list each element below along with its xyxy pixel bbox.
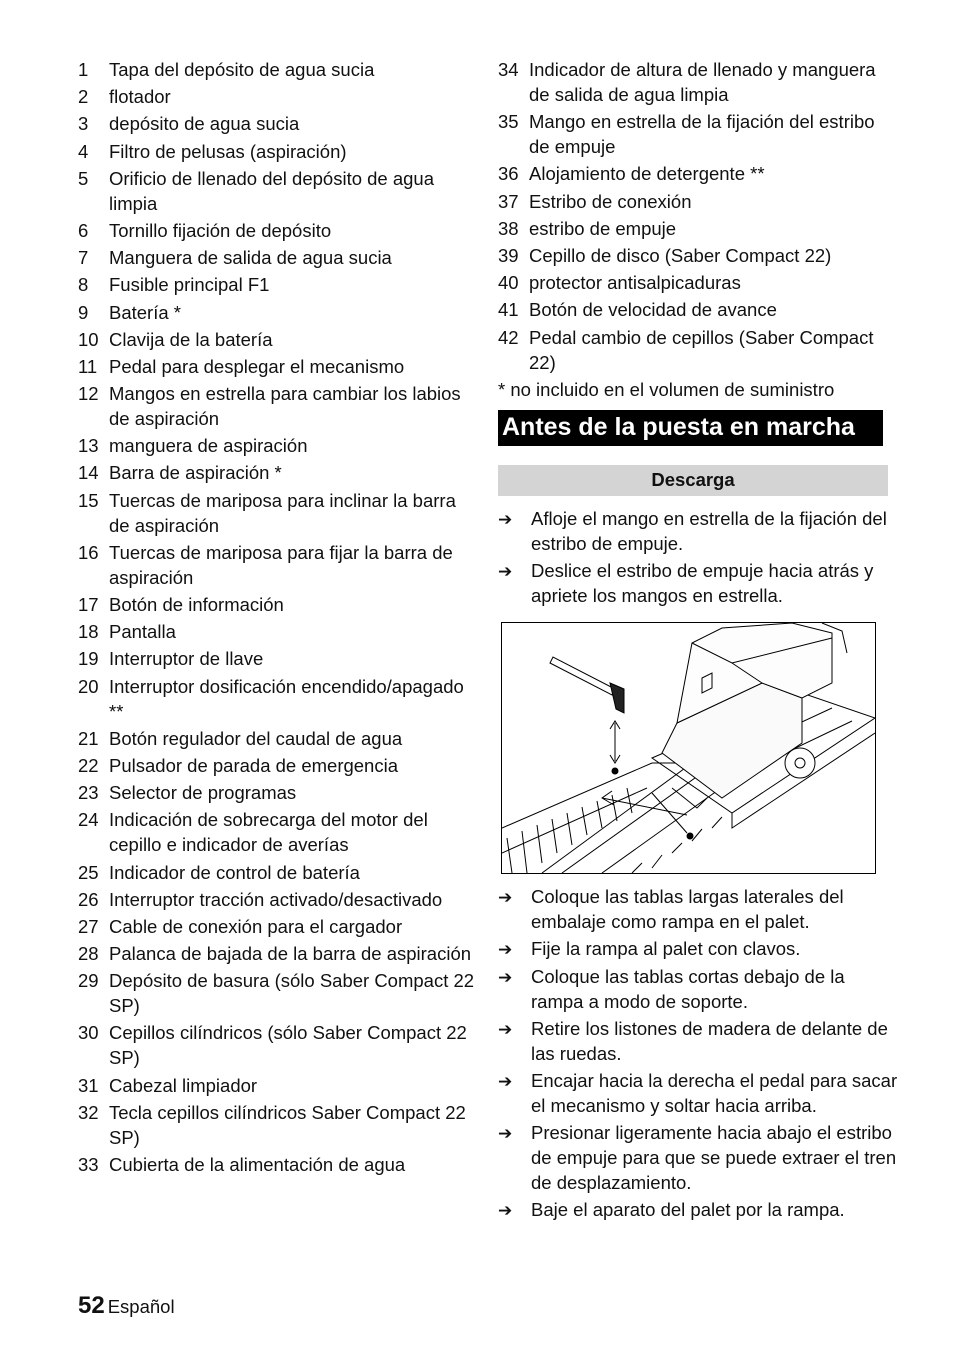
item-number: 22: [78, 754, 99, 776]
list-item: [78, 753, 478, 778]
item-number: 2: [78, 86, 89, 108]
list-item: [78, 540, 478, 590]
step-text: Coloque las tablas cortas debajo de la rampa a modo de soporte.: [531, 965, 845, 1012]
item-number: 19: [78, 648, 99, 670]
item-number: 30: [78, 1022, 99, 1044]
item-number: 23: [78, 782, 99, 804]
list-item: [78, 272, 478, 297]
item-number: 5: [78, 167, 89, 189]
item-text: Tecla cepillos cilíndricos Saber Compact 22 SP): [109, 1101, 466, 1148]
item-number: 13: [78, 435, 99, 457]
page-number: 52: [78, 1292, 105, 1319]
arrow-bullet-icon: ➔: [498, 939, 513, 959]
arrow-bullet-icon: ➔: [498, 509, 513, 529]
item-number: 39: [498, 244, 519, 266]
list-item: [78, 381, 478, 431]
item-number: 6: [78, 219, 89, 241]
list-item: [78, 488, 478, 538]
item-text: Depósito de basura (sólo Saber Compact 22 SP): [109, 970, 475, 1017]
item-number: 32: [78, 1101, 99, 1123]
list-item: [78, 646, 478, 671]
item-text: Orificio de llenado del depósito de agua limpia: [109, 167, 435, 214]
step-text: Deslice el estribo de empuje hacia atrás y apriete los mangos en estrella.: [531, 559, 874, 606]
instruction-step: [498, 1120, 898, 1195]
arrow-bullet-icon: ➔: [498, 1200, 513, 1220]
item-text: Tornillo fijación de depósito: [109, 219, 332, 241]
list-item: [78, 860, 478, 885]
list-item: [78, 968, 478, 1018]
list-item: [78, 726, 478, 751]
step-text: Coloque las tablas largas laterales del embalaje como rampa en el palet.: [531, 885, 844, 932]
left-column: [78, 57, 478, 1179]
item-number: 8: [78, 274, 89, 296]
item-text: Selector de programas: [109, 782, 297, 804]
list-item: [78, 139, 478, 164]
list-item: [78, 57, 478, 82]
list-item: [498, 189, 898, 214]
arrow-bullet-icon: ➔: [498, 1019, 513, 1039]
steps-after: [498, 884, 898, 1223]
item-number: 40: [498, 272, 519, 294]
step-text: Retire los listones de madera de delante de las ruedas.: [531, 1017, 888, 1064]
item-number: 37: [498, 190, 519, 212]
item-number: 21: [78, 727, 99, 749]
page-footer: [78, 1292, 175, 1320]
item-number: 10: [78, 328, 99, 350]
list-item: [78, 592, 478, 617]
instruction-step: [498, 1016, 898, 1066]
list-item: [78, 941, 478, 966]
item-number: 1: [78, 59, 89, 80]
item-text: flotador: [109, 86, 171, 108]
item-number: 29: [78, 970, 99, 992]
item-text: Clavija de la batería: [109, 328, 273, 350]
unloading-illustration: [501, 622, 876, 874]
step-text: Afloje el mango en estrella de la fijación del estribo de empuje.: [531, 507, 887, 554]
item-number: 7: [78, 247, 89, 269]
item-text: Barra de aspiración *: [109, 462, 282, 484]
list-item: [498, 109, 898, 159]
footer-language: Español: [107, 1296, 175, 1317]
item-text: Botón de información: [109, 594, 284, 615]
item-number: 11: [78, 355, 98, 377]
instruction-step: [498, 884, 898, 934]
parts-list-right: [498, 57, 898, 375]
list-item: [78, 807, 478, 857]
item-number: 31: [78, 1074, 99, 1096]
item-number: 36: [498, 163, 519, 185]
item-text: Pedal cambio de cepillos (Saber Compact 22): [529, 326, 874, 373]
list-item: [78, 914, 478, 939]
list-item: [498, 297, 898, 322]
item-text: Tuercas de mariposa para inclinar la barra de aspiración: [109, 489, 456, 536]
list-item: [498, 325, 898, 375]
item-number: 27: [78, 915, 99, 937]
arrow-bullet-icon: ➔: [498, 1123, 513, 1143]
item-text: Cepillo de disco (Saber Compact 22): [529, 244, 832, 266]
item-number: 28: [78, 943, 99, 965]
item-number: 35: [498, 111, 519, 133]
item-text: Botón regulador del caudal de agua: [109, 727, 403, 749]
pallet-ramp-drawing: [502, 623, 875, 873]
list-item: [498, 57, 898, 107]
item-text: Filtro de pelusas (aspiración): [109, 140, 347, 162]
right-column: [498, 57, 898, 1225]
step-text: Presionar ligeramente hacia abajo el estribo de empuje para que se puede extraer el tren de desplazamiento.: [531, 1121, 897, 1193]
item-text: Fusible principal F1: [109, 274, 270, 296]
instruction-step: [498, 964, 898, 1014]
list-item: [78, 1020, 478, 1070]
list-item: [78, 218, 478, 243]
list-item: [78, 674, 478, 724]
arrow-bullet-icon: ➔: [498, 967, 513, 987]
item-text: Interruptor dosificación encendido/apagado **: [109, 675, 464, 722]
item-text: Cabezal limpiador: [109, 1074, 258, 1096]
item-number: 26: [78, 888, 99, 910]
item-text: Manguera de salida de agua sucia: [109, 247, 392, 269]
list-item: [78, 887, 478, 912]
item-number: 4: [78, 140, 89, 162]
item-number: 16: [78, 541, 99, 563]
item-number: 17: [78, 594, 99, 615]
item-text: protector antisalpicaduras: [529, 272, 741, 294]
item-number: 25: [78, 861, 99, 883]
list-item: [78, 780, 478, 805]
list-item: [498, 243, 898, 268]
item-text: Pantalla: [109, 621, 176, 643]
item-text: Tuercas de mariposa para fijar la barra de aspiración: [109, 541, 453, 588]
item-text: Cubierta de la alimentación de agua: [109, 1154, 406, 1175]
item-text: Indicador de altura de llenado y manguera de salida de agua limpia: [529, 59, 876, 105]
list-item: [78, 1100, 478, 1150]
list-item: [78, 433, 478, 458]
item-text: Mango en estrella de la fijación del estribo de empuje: [529, 111, 875, 158]
item-number: 33: [78, 1154, 99, 1175]
item-number: 18: [78, 621, 99, 643]
item-number: 41: [498, 299, 519, 321]
item-text: Tapa del depósito de agua sucia: [109, 59, 375, 80]
item-text: Estribo de conexión: [529, 190, 692, 212]
list-item: [498, 270, 898, 295]
item-text: Interruptor de llave: [109, 648, 264, 670]
item-number: 42: [498, 326, 519, 348]
list-item: [498, 216, 898, 241]
step-text: Fije la rampa al palet con clavos.: [531, 937, 801, 959]
item-number: 20: [78, 675, 99, 697]
item-text: Alojamiento de detergente **: [529, 163, 765, 185]
arrow-bullet-icon: ➔: [498, 561, 513, 581]
item-number: 9: [78, 301, 89, 323]
item-text: estribo de empuje: [529, 217, 677, 239]
item-text: Cable de conexión para el cargador: [109, 915, 403, 937]
instruction-step: [498, 558, 898, 608]
item-number: 14: [78, 462, 99, 484]
item-text: Pulsador de parada de emergencia: [109, 754, 398, 776]
list-item: [78, 1073, 478, 1098]
list-item: [78, 300, 478, 325]
list-item: [78, 327, 478, 352]
footnote: * no incluido en el volumen de suministro: [498, 378, 835, 400]
list-item: [78, 245, 478, 270]
item-text: Indicación de sobrecarga del motor del cepillo e indicador de averías: [109, 809, 428, 856]
step-text: Encajar hacia la derecha el pedal para sacar el mecanismo y soltar hacia arriba.: [531, 1069, 898, 1116]
item-number: 24: [78, 809, 99, 831]
item-number: 34: [498, 59, 519, 80]
list-item: [498, 161, 898, 186]
section-title: Antes de la puesta en marcha: [498, 410, 883, 446]
steps-before: [498, 506, 898, 608]
item-text: Palanca de bajada de la barra de aspiración: [109, 943, 472, 965]
item-text: manguera de aspiración: [109, 435, 308, 457]
instruction-step: [498, 936, 898, 962]
instruction-step: [498, 506, 898, 556]
item-text: Interruptor tracción activado/desactivado: [109, 888, 443, 910]
list-item: [78, 619, 478, 644]
item-text: Mangos en estrella para cambiar los labios de aspiración: [109, 383, 461, 430]
instruction-step: [498, 1068, 898, 1118]
item-text: Indicador de control de batería: [109, 861, 360, 883]
item-number: 3: [78, 113, 89, 135]
item-number: 12: [78, 383, 99, 405]
item-text: Botón de velocidad de avance: [529, 299, 777, 321]
list-item: [78, 84, 478, 109]
item-number: 38: [498, 217, 519, 239]
list-item: [78, 460, 478, 485]
item-text: Cepillos cilíndricos (sólo Saber Compact 22 SP): [109, 1022, 467, 1069]
arrow-bullet-icon: ➔: [498, 887, 513, 907]
parts-list-left: [78, 57, 478, 1177]
arrow-bullet-icon: ➔: [498, 1071, 513, 1091]
list-item: [78, 1152, 478, 1177]
item-text: depósito de agua sucia: [109, 113, 300, 135]
list-item: [78, 354, 478, 379]
list-item: [78, 111, 478, 136]
item-text: Pedal para desplegar el mecanismo: [109, 355, 405, 377]
item-number: 15: [78, 489, 99, 511]
list-item: [78, 166, 478, 216]
instruction-step: [498, 1197, 898, 1223]
step-text: Baje el aparato del palet por la rampa.: [531, 1198, 845, 1220]
subsection-title: Descarga: [498, 465, 888, 496]
item-text: Batería *: [109, 301, 181, 323]
